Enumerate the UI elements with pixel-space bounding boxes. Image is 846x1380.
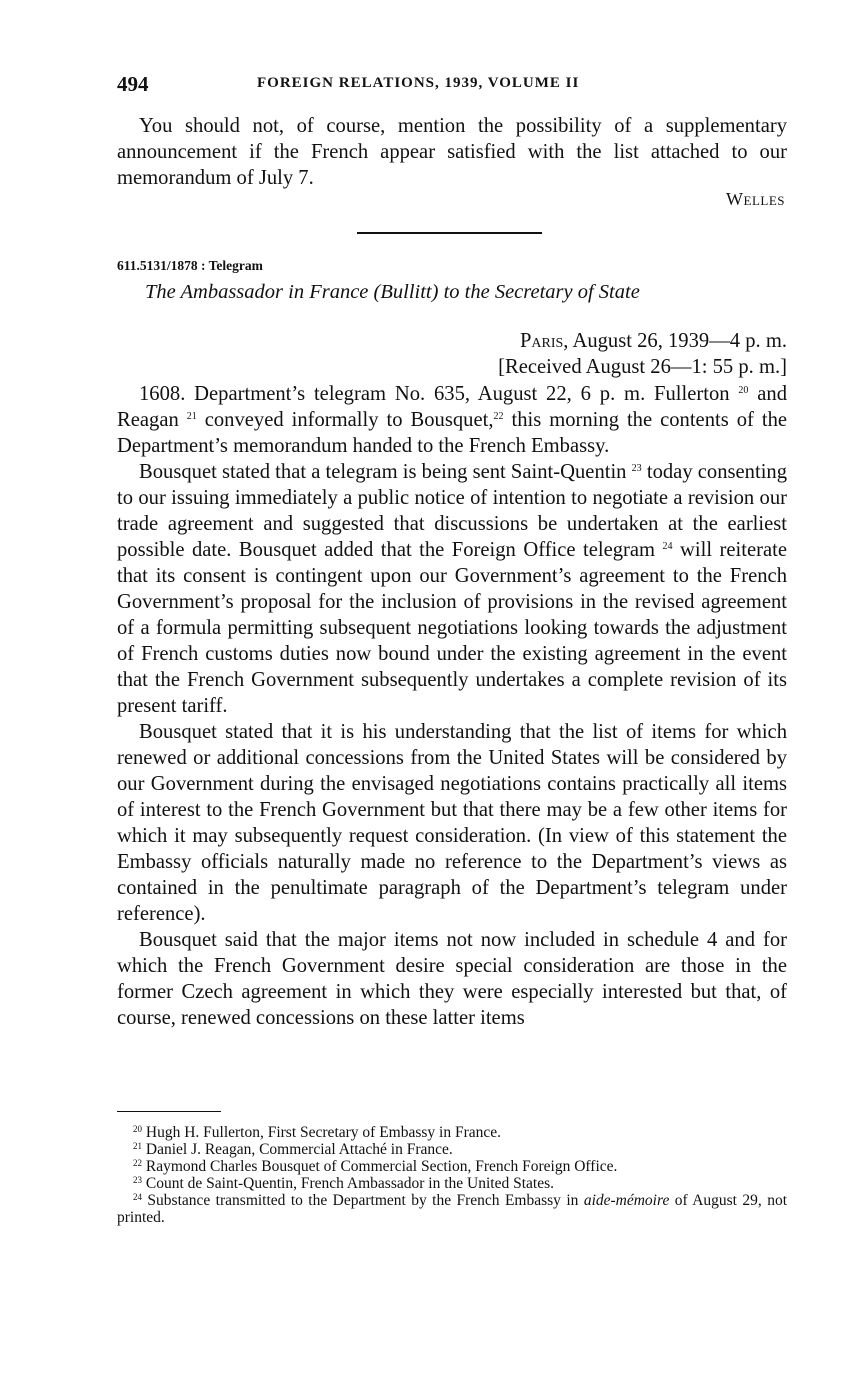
file-reference: 611.5131/1878 : Telegram xyxy=(117,258,263,273)
title-name: Bullitt xyxy=(380,281,432,303)
received-line: [Received August 26—1: 55 p. m.] xyxy=(498,356,787,378)
p1-text-b: and Reagan xyxy=(117,383,787,431)
title-part-1: The Ambassador in France ( xyxy=(145,281,381,303)
sent-date: August 26, 1939—4 p. m. xyxy=(572,330,787,352)
footnote-mark: 22 xyxy=(133,1158,142,1168)
body-paragraph-1 xyxy=(117,381,787,459)
p2-text-a: Bousquet stated that a telegram is being sent Saint-Quentin xyxy=(139,461,627,483)
footnote-ref-22: 22 xyxy=(493,411,504,422)
footnote-mark: 24 xyxy=(133,1192,142,1202)
p1-text-d: this morning the contents of the Department’s memorandum handed to the French Embassy. xyxy=(117,409,788,457)
footnote-text: Hugh H. Fullerton, First Secretary of Embassy in France. xyxy=(145,1124,502,1141)
signature: Welles xyxy=(726,189,785,209)
footnote-20 xyxy=(117,1124,787,1141)
p2-text-b: today consenting to our issuing immediately a public notice of intention to negotiate a revision our trade agreement and suggested that discussions be undertaken at the earliest possible date. Bousquet added that the Foreign Office telegram xyxy=(117,461,788,561)
place: Paris, xyxy=(519,330,569,352)
title-part-2: ) to the Secretary of State xyxy=(431,281,640,303)
opening-paragraph: You should not, of course, mention the possibility of a supplementary announcement if the French appear satisfied with the list attached to our memorandum of July 7. xyxy=(117,115,787,189)
page-header xyxy=(117,72,787,98)
footnote-ref-20: 20 xyxy=(738,385,749,396)
footnotes xyxy=(117,1124,787,1226)
dateline xyxy=(498,328,787,380)
p2-text-c: will reiterate that its consent is contingent upon our Government’s agreement to the French Government’s proposal for the inclusion of provisions in the revised agreement of a formula permitting subsequent negotiations looking towards the adjustment of French customs duties now bound under the existing agreement in the event that the French Government subsequently undertakes a complete revision of its present tariff. xyxy=(117,539,787,717)
footnote-22 xyxy=(117,1158,787,1175)
footnote-text: Raymond Charles Bousquet of Commercial Section, French Foreign Office. xyxy=(145,1158,618,1175)
body-paragraph-2 xyxy=(117,459,787,719)
section-separator xyxy=(357,232,542,234)
footnote-rule xyxy=(117,1111,221,1112)
telegram-body xyxy=(117,381,787,1031)
footnote-24 xyxy=(117,1192,787,1226)
opening-section xyxy=(117,113,787,191)
footnote-ref-24: 24 xyxy=(662,541,673,552)
body-paragraph-4: Bousquet said that the major items not now included in schedule 4 and for which the French Government desire special consideration are those in the former Czech agreement in which they were especially interested but that, of course, renewed concessions on these latter items xyxy=(117,929,787,1029)
footnote-ref-21: 21 xyxy=(186,411,197,422)
footnote-text: Count de Saint-Quentin, French Ambassador in the United States. xyxy=(145,1175,554,1192)
sent-line xyxy=(498,328,787,354)
footnote-text-b: of August 29, not printed. xyxy=(117,1192,788,1226)
document-title xyxy=(145,281,640,304)
p1-text-a: 1608. Department’s telegram No. 635, August 22, 6 p. m. Fullerton xyxy=(139,383,730,405)
footnote-23 xyxy=(117,1175,787,1192)
p1-text-c: conveyed informally to Bousquet, xyxy=(204,409,494,431)
page-number: 494 xyxy=(117,72,149,96)
footnote-mark: 23 xyxy=(133,1175,142,1185)
footnote-21 xyxy=(117,1141,787,1158)
footnote-mark: 21 xyxy=(133,1141,142,1151)
running-head: FOREIGN RELATIONS, 1939, VOLUME II xyxy=(257,75,580,91)
footnote-ref-23: 23 xyxy=(631,463,642,474)
body-paragraph-3: Bousquet stated that it is his understanding that the list of items for which renewed or additional concessions from the United States will be considered by our Government during the envisaged negotiations contains practically all items of interest to the French Government but that there may be a few other items for which it may subsequently request consideration. (In view of this statement the Embassy officials naturally made no reference to the Department’s views as contained in the penultimate paragraph of the Department’s telegram under reference). xyxy=(117,721,787,925)
footnote-text-italic: aide-mémoire xyxy=(583,1192,670,1209)
footnote-text-a: Substance transmitted to the Department by the French Embassy in xyxy=(147,1192,584,1209)
footnote-mark: 20 xyxy=(133,1124,142,1134)
footnote-text: Daniel J. Reagan, Commercial Attaché in France. xyxy=(145,1141,453,1158)
